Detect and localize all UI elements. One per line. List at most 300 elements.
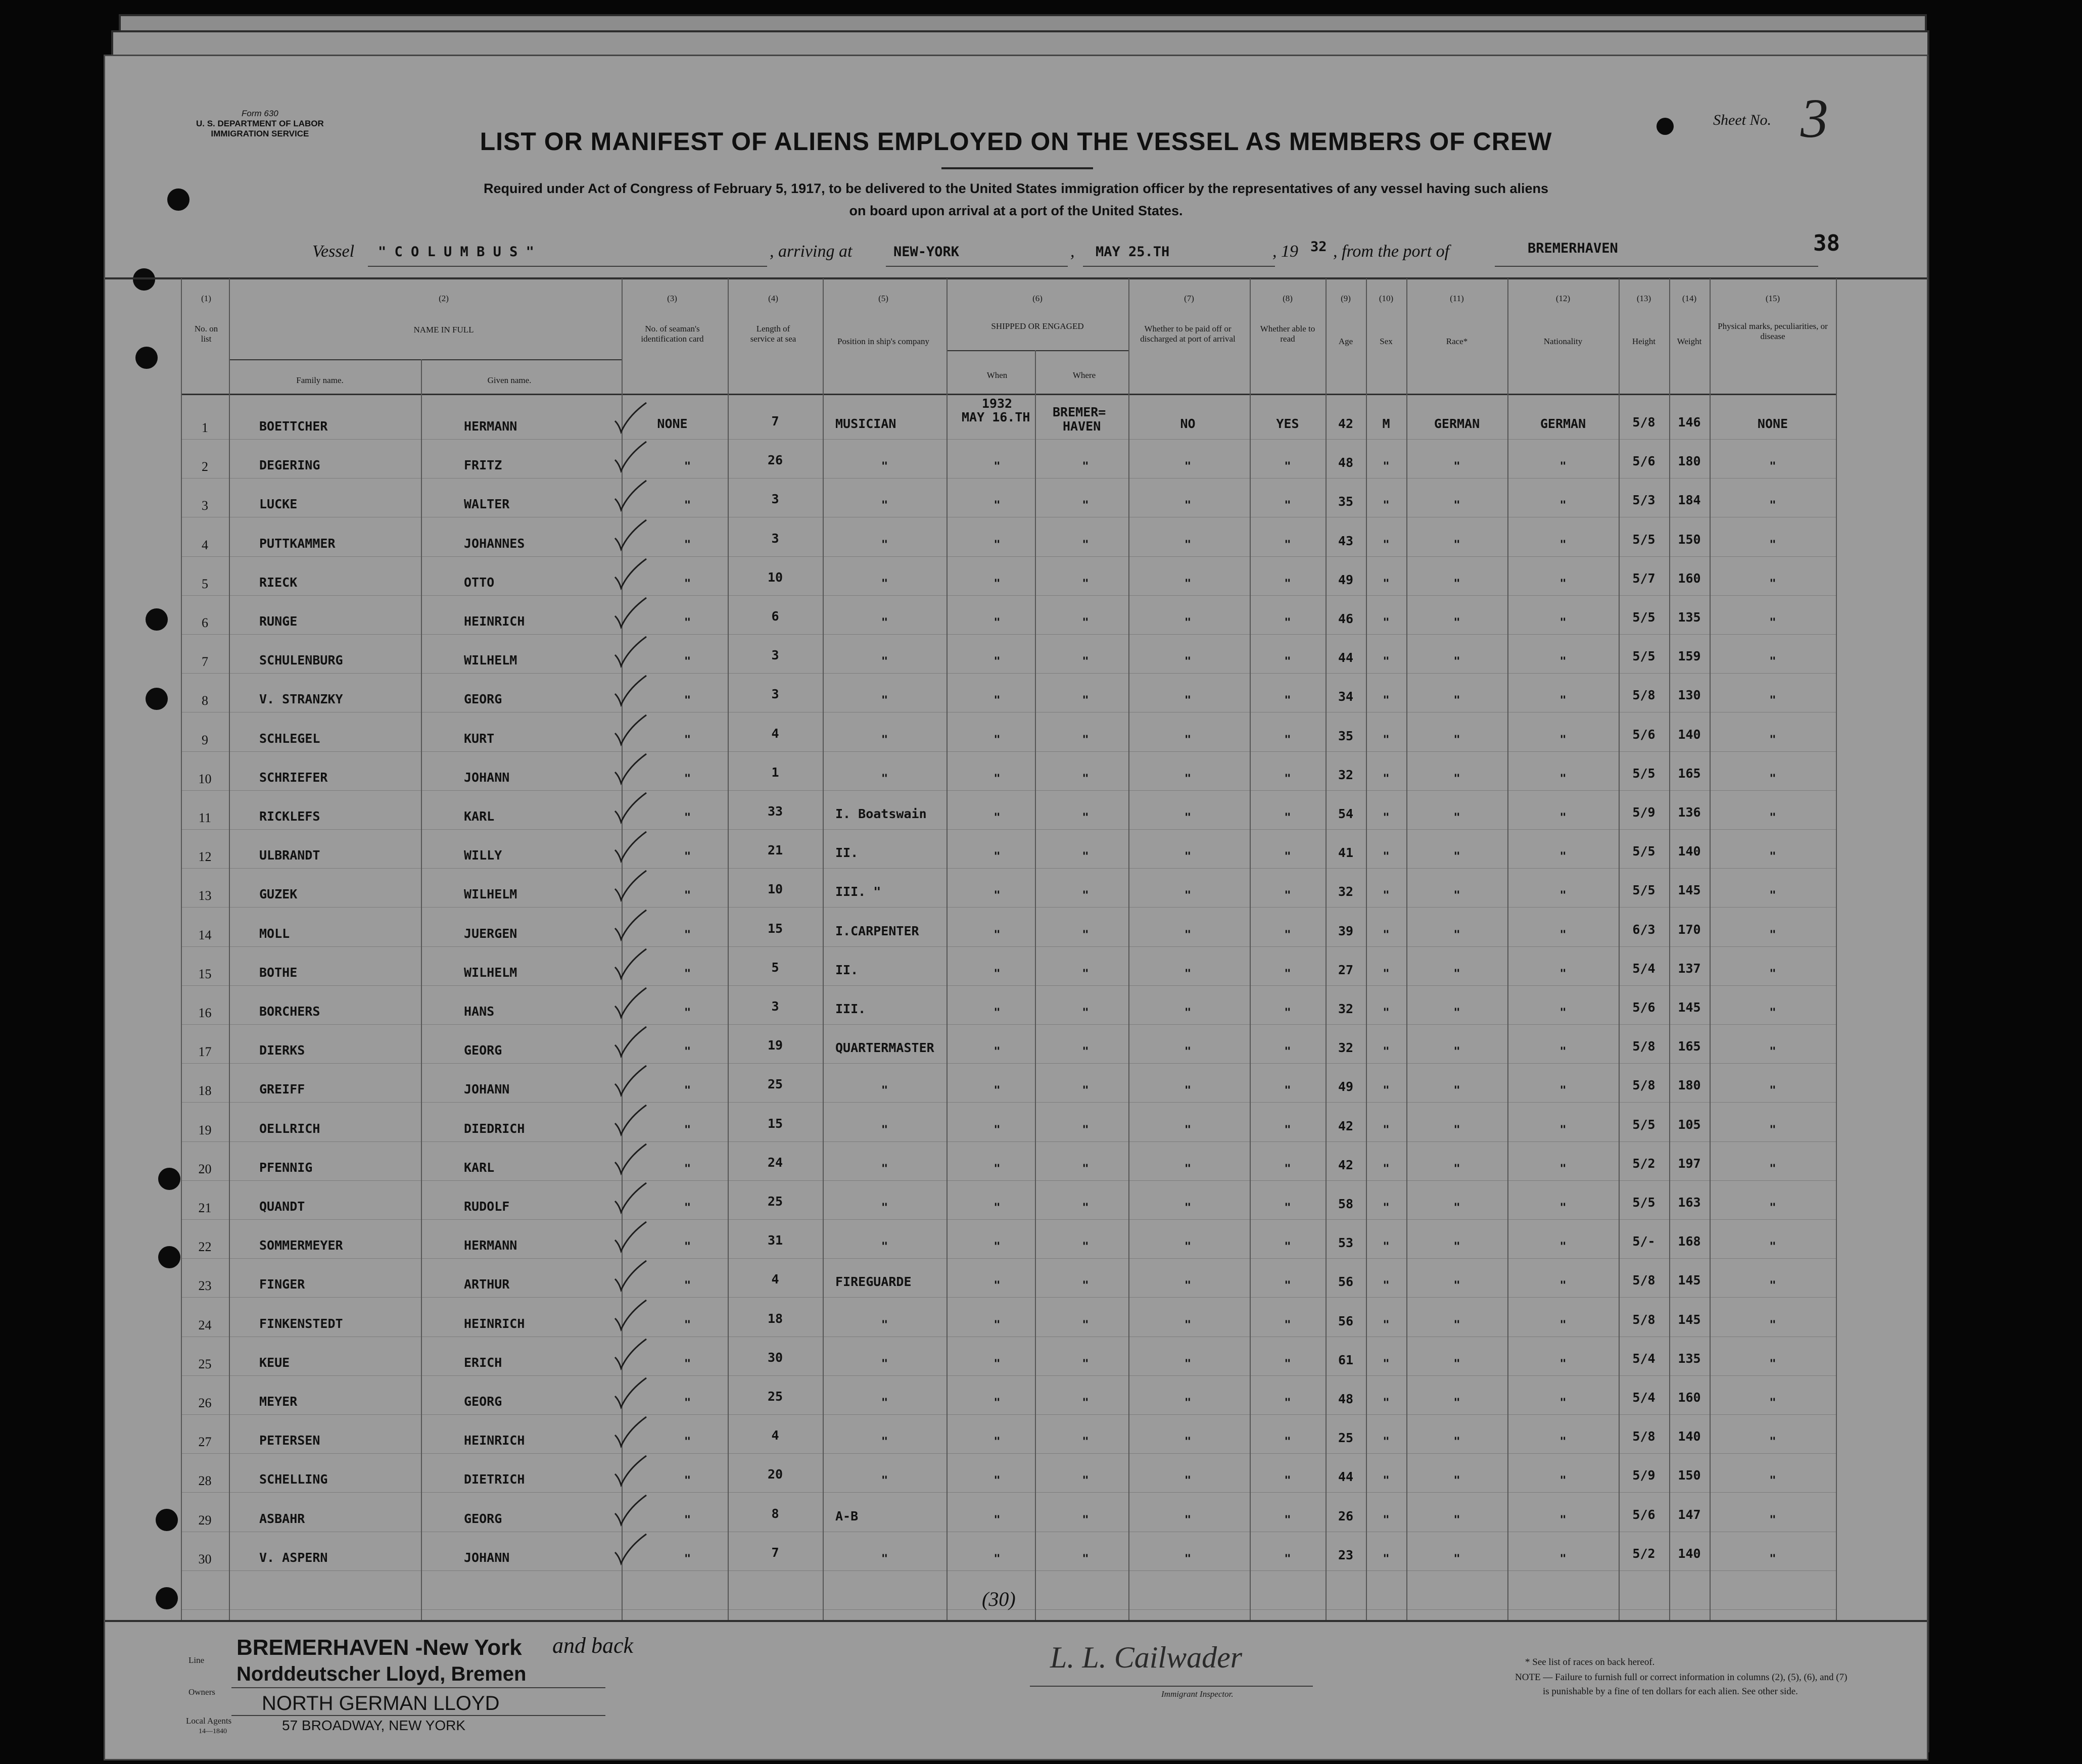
given-name: HERMANN [464,1238,517,1253]
col-number: (5) [878,294,888,303]
date-separator: , [1070,242,1075,261]
service-length: 24 [767,1155,783,1170]
where-ditto: " [1082,1358,1089,1370]
ruled-line [181,1180,1836,1181]
marks-ditto: " [1769,578,1776,590]
given-name: WILLY [464,848,502,863]
paid-off-ditto: " [1184,1436,1192,1448]
when-ditto: " [993,1084,1001,1097]
nationality-ditto: " [1559,773,1567,785]
inspector-signature: L. L. Cailwader [1050,1641,1243,1674]
subtitle-line-1: Required under Act of Congress of February 5, 1917, to be delivered to the United States immigration officer by the representatives of any vessel having such aliens [483,181,1549,196]
given-name: HEINRICH [464,614,525,629]
given-name: HERMANN [464,419,517,434]
family-name: MOLL [259,926,290,941]
read-ditto: " [1284,1007,1291,1019]
sex-ditto: " [1383,968,1390,980]
table-top-rule [105,277,1927,279]
checkmark-icon [613,1454,648,1487]
race-ditto: " [1453,1202,1460,1214]
checkmark-icon [613,1376,648,1409]
ruled-line [181,946,1836,947]
seaman-card-ditto: " [684,1358,691,1370]
paid-off-ditto: " [1184,694,1192,707]
row-number: 20 [198,1162,212,1176]
ruled-line [181,1297,1836,1298]
family-name: SCHELLING [259,1472,328,1487]
marks-ditto: " [1769,773,1776,785]
sex-ditto: " [1383,1241,1390,1253]
marks-ditto: " [1769,929,1776,941]
age: 32 [1338,1002,1354,1016]
ruled-line [181,1453,1836,1454]
seaman-card-ditto: " [684,929,691,941]
column-rule [1619,278,1620,1620]
service-length: 10 [767,570,783,585]
height: 5/8 [1632,1273,1655,1288]
weight: 159 [1678,649,1701,663]
col-given-name-header: Given name. [487,375,532,385]
line-label: Line [188,1655,205,1665]
read-ditto: " [1284,1045,1291,1058]
position: " [881,773,888,785]
read-ditto: " [1284,889,1291,902]
height: 6/3 [1632,922,1655,937]
race-ditto: " [1453,889,1460,902]
position: " [881,539,888,551]
race-ditto: " [1453,1474,1460,1487]
paid-off-ditto: " [1184,539,1192,551]
row-number: 30 [198,1552,212,1566]
given-name: JOHANN [464,1550,510,1565]
when-ditto: " [993,1279,1001,1292]
marks-ditto: " [1769,1007,1776,1019]
col-read-header: Whether able to read [1260,324,1315,344]
checkmark-icon [613,947,648,980]
marks-ditto: " [1769,889,1776,902]
read-ditto: " [1284,499,1291,512]
family-name: BOETTCHER [259,419,328,434]
race-ditto: " [1453,929,1460,941]
read-ditto: " [1284,1241,1291,1253]
seaman-card-ditto: " [684,616,691,629]
when-ditto: " [993,1358,1001,1370]
position: " [881,1163,888,1175]
position: " [881,616,888,629]
ruled-line [181,634,1836,635]
given-name: ARTHUR [464,1277,510,1292]
weight: 145 [1678,1000,1701,1015]
ruled-line [181,751,1836,752]
where-ditto: " [1082,1163,1089,1175]
marks-ditto: " [1769,1358,1776,1370]
read-ditto: " [1284,1358,1291,1370]
row-1-where-2: HAVEN [1063,419,1101,434]
service-length: 25 [767,1194,783,1209]
height: 5/4 [1632,1351,1655,1366]
nationality-ditto: " [1559,1397,1567,1409]
position: III. " [835,884,881,899]
nationality-ditto: " [1559,1553,1567,1565]
owners-label: Owners [188,1687,215,1697]
line-handwritten: and back [552,1633,634,1658]
nationality-ditto: " [1559,1007,1567,1019]
seaman-card-ditto: " [684,1163,691,1175]
ruled-line [181,829,1836,830]
when-ditto: " [993,968,1001,980]
age: 53 [1338,1235,1354,1250]
footer-rule [231,1687,605,1688]
where-ditto: " [1082,539,1089,551]
weight: 140 [1678,1546,1701,1561]
position: III. [835,1002,866,1016]
row-number: 19 [198,1123,212,1137]
height: 5/8 [1632,688,1655,702]
age: 58 [1338,1197,1354,1211]
column-rule [1710,278,1711,1620]
weight: 160 [1678,1390,1701,1405]
where-ditto: " [1082,1436,1089,1448]
service-length: 20 [767,1467,783,1482]
given-name: WILHELM [464,887,517,901]
where-ditto: " [1082,1319,1089,1331]
given-name: DIETRICH [464,1472,525,1487]
ruled-line [181,907,1836,908]
sex-ditto: " [1383,1397,1390,1409]
weight: 145 [1678,1273,1701,1288]
marks-ditto: " [1769,1436,1776,1448]
checkmark-icon [613,1103,648,1136]
height: 5/2 [1632,1546,1655,1561]
manifest-sheet [104,55,1928,1760]
when-ditto: " [993,1474,1001,1487]
row-number: 9 [202,733,208,747]
seaman-card-ditto: " [684,1474,691,1487]
given-name: WALTER [464,497,510,511]
paid-off-ditto: " [1184,929,1192,941]
service-length: 21 [767,843,783,857]
weight: 105 [1678,1117,1701,1132]
column-rule [1507,278,1508,1620]
age: 43 [1338,534,1354,548]
race-ditto: " [1453,812,1460,824]
ruled-line [181,478,1836,479]
sex-ditto: " [1383,655,1390,668]
nationality-ditto: " [1559,578,1567,590]
binder-hole [156,1509,178,1531]
height: 5/8 [1632,1078,1655,1092]
where-ditto: " [1082,460,1089,473]
seaman-card-ditto: " [684,1319,691,1331]
header-bottom-rule [181,394,1836,395]
checkmark-icon [613,752,648,785]
paid-off-ditto: " [1184,655,1192,668]
sex-ditto: " [1383,773,1390,785]
height: 5/5 [1632,766,1655,781]
where-ditto: " [1082,1474,1089,1487]
binder-hole [158,1246,180,1268]
paid-off-ditto: " [1184,1397,1192,1409]
where-ditto: " [1082,1045,1089,1058]
read-ditto: " [1284,1163,1291,1175]
service-length: 4 [771,1272,779,1286]
row-number: 13 [198,888,212,903]
given-name: KURT [464,731,495,746]
weight: 184 [1678,493,1701,507]
col-number: (13) [1636,294,1651,303]
age: 35 [1338,729,1354,743]
paid-off-ditto: " [1184,1124,1192,1136]
family-name: QUANDT [259,1199,305,1214]
sex-ditto: " [1383,1474,1390,1487]
when-ditto: " [993,1163,1001,1175]
row-1-race: GERMAN [1434,416,1480,431]
family-name: RUNGE [259,614,298,629]
family-name: V. ASPERN [259,1550,328,1565]
height: 5/5 [1632,1195,1655,1210]
seaman-card-ditto: " [684,1279,691,1292]
read-ditto: " [1284,929,1291,941]
binder-hole [146,608,168,631]
position: A-B [835,1509,859,1523]
when-ditto: " [993,1553,1001,1565]
weight: 170 [1678,922,1701,937]
age: 32 [1338,768,1354,782]
height: 5/6 [1632,1507,1655,1522]
given-name: WILHELM [464,965,517,980]
read-ditto: " [1284,1084,1291,1097]
nationality-ditto: " [1559,1436,1567,1448]
service-length: 15 [767,1116,783,1131]
sex-ditto: " [1383,694,1390,707]
where-ditto: " [1082,1084,1089,1097]
vessel-label: Vessel [312,242,355,261]
given-name: HEINRICH [464,1433,525,1448]
read-ditto: " [1284,1474,1291,1487]
sex-ditto: " [1383,850,1390,863]
row-number: 12 [198,849,212,864]
checkmark-icon [613,518,648,551]
nationality-ditto: " [1559,889,1567,902]
family-name: FINKENSTEDT [259,1316,343,1331]
seaman-card-ditto: " [684,499,691,512]
sex-ditto: " [1383,1514,1390,1527]
row-number: 11 [198,811,212,825]
col-age-header: Age [1338,337,1353,346]
seaman-card-ditto: " [684,1241,691,1253]
marks-ditto: " [1769,499,1776,512]
sex-ditto: " [1383,929,1390,941]
sex-ditto: " [1383,812,1390,824]
nationality-ditto: " [1559,1084,1567,1097]
marks-ditto: " [1769,1202,1776,1214]
age: 34 [1338,689,1354,704]
sex-ditto: " [1383,1045,1390,1058]
col-physical-marks-header: Physical marks, peculiarities, or disease [1718,321,1828,341]
nationality-ditto: " [1559,1045,1567,1058]
sex-ditto: " [1383,889,1390,902]
nationality-ditto: " [1559,734,1567,746]
when-ditto: " [993,1045,1001,1058]
when-ditto: " [993,850,1001,863]
given-name: FRITZ [464,458,502,472]
col-weight-header: Weight [1677,337,1702,346]
height: 5/4 [1632,961,1655,976]
position: " [881,1474,888,1487]
binder-hole [133,268,155,291]
race-ditto: " [1453,1319,1460,1331]
position: " [881,1436,888,1448]
height: 5/8 [1632,1039,1655,1054]
age: 54 [1338,806,1354,821]
nationality-ditto: " [1559,1474,1567,1487]
weight: 163 [1678,1195,1701,1210]
when-ditto: " [993,1397,1001,1409]
col-height-header: Height [1632,337,1656,346]
checkmark-icon [613,1064,648,1097]
departure-port: BREMERHAVEN [1528,241,1618,256]
family-name: OELLRICH [259,1121,320,1136]
service-length: 1 [771,765,779,780]
position: " [881,734,888,746]
service-length: 4 [771,1428,779,1443]
given-name: WILHELM [464,653,517,668]
weight: 135 [1678,610,1701,625]
read-ditto: " [1284,1514,1291,1527]
service-length: 3 [771,531,779,546]
arriving-label: , arriving at [770,242,853,261]
vessel-underline [368,266,767,267]
where-ditto: " [1082,1553,1089,1565]
nationality-ditto: " [1559,1241,1567,1253]
where-ditto: " [1082,1202,1089,1214]
position: " [881,1202,888,1214]
service-length: 18 [767,1311,783,1326]
height: 5/6 [1632,1000,1655,1015]
checkmark-icon [613,557,648,590]
where-ditto: " [1082,499,1089,512]
col-number: (12) [1555,294,1571,303]
total-count: (30) [982,1588,1016,1610]
seaman-card-ditto: " [684,539,691,551]
age: 44 [1338,650,1354,665]
sex-ditto: " [1383,1163,1390,1175]
row-number: 21 [198,1201,212,1215]
given-name: GEORG [464,1394,502,1409]
where-ditto: " [1082,655,1089,668]
ruled-line [181,439,1836,440]
age: 61 [1338,1353,1354,1367]
age: 25 [1338,1431,1354,1445]
paid-off-ditto: " [1184,1474,1192,1487]
ruled-line [181,1570,1836,1571]
when-ditto: " [993,812,1001,824]
race-ditto: " [1453,539,1460,551]
given-name: DIEDRICH [464,1121,525,1136]
age: 32 [1338,1040,1354,1055]
service-length: 33 [767,804,783,819]
checkmark-icon [613,1025,648,1058]
height: 5/6 [1632,727,1655,742]
paid-off-ditto: " [1184,1514,1192,1527]
nationality-ditto: " [1559,1202,1567,1214]
age: 42 [1338,1119,1354,1133]
row-number: 24 [198,1318,212,1332]
position: " [881,499,888,512]
read-ditto: " [1284,578,1291,590]
col-service-length-header: Length of service at sea [750,324,796,344]
marks-ditto: " [1769,1474,1776,1487]
ruled-line [181,1219,1836,1220]
read-ditto: " [1284,1279,1291,1292]
paid-off-ditto: " [1184,1007,1192,1019]
checkmark-icon [613,1415,648,1448]
col-number: (3) [667,294,677,303]
sex-ditto: " [1383,1436,1390,1448]
where-ditto: " [1082,850,1089,863]
ruled-line [181,1141,1836,1142]
read-ditto: " [1284,1553,1291,1565]
read-ditto: " [1284,1397,1291,1409]
when-ditto: " [993,655,1001,668]
when-ditto: " [993,460,1001,473]
row-number: 28 [198,1473,212,1488]
ruled-line [181,985,1836,986]
marks-ditto: " [1769,539,1776,551]
row-1-sex: M [1382,416,1390,431]
checkmark-icon [613,1298,648,1331]
table-bottom-rule [105,1620,1927,1622]
height: 5/6 [1632,454,1655,468]
position: II. [835,963,859,977]
paid-off-ditto: " [1184,889,1192,902]
arrival-date: MAY 25.TH [1096,244,1170,260]
ruled-line [181,790,1836,791]
read-ditto: " [1284,734,1291,746]
races-note: * See list of races on back hereof. [1525,1657,1655,1667]
ruled-line [181,556,1836,557]
when-ditto: " [993,1202,1001,1214]
paid-off-ditto: " [1184,1045,1192,1058]
race-ditto: " [1453,968,1460,980]
column-rule [823,278,824,1620]
row-number: 8 [202,693,208,708]
nationality-ditto: " [1559,929,1567,941]
paid-off-ditto: " [1184,1553,1192,1565]
family-name: MEYER [259,1394,298,1409]
marks-ditto: " [1769,1241,1776,1253]
race-ditto: " [1453,499,1460,512]
paid-off-ditto: " [1184,968,1192,980]
race-ditto: " [1453,1084,1460,1097]
owners-value: Norddeutscher Lloyd, Bremen [236,1663,527,1685]
service-length: 25 [767,1389,783,1404]
service-length: 19 [767,1038,783,1053]
row-number: 15 [198,967,212,981]
sex-ditto: " [1383,1279,1390,1292]
height: 5/5 [1632,1117,1655,1132]
row-1-marks: NONE [1757,416,1788,431]
marks-ditto: " [1769,1045,1776,1058]
race-ditto: " [1453,655,1460,668]
race-ditto: " [1453,1436,1460,1448]
seaman-card-ditto: " [684,578,691,590]
checkmark-icon [613,635,648,668]
given-name: RUDOLF [464,1199,510,1214]
age: 56 [1338,1314,1354,1328]
local-agents-value: NORTH GERMAN LLOYD [262,1692,500,1714]
row-1-when: MAY 16.TH [962,410,1030,424]
